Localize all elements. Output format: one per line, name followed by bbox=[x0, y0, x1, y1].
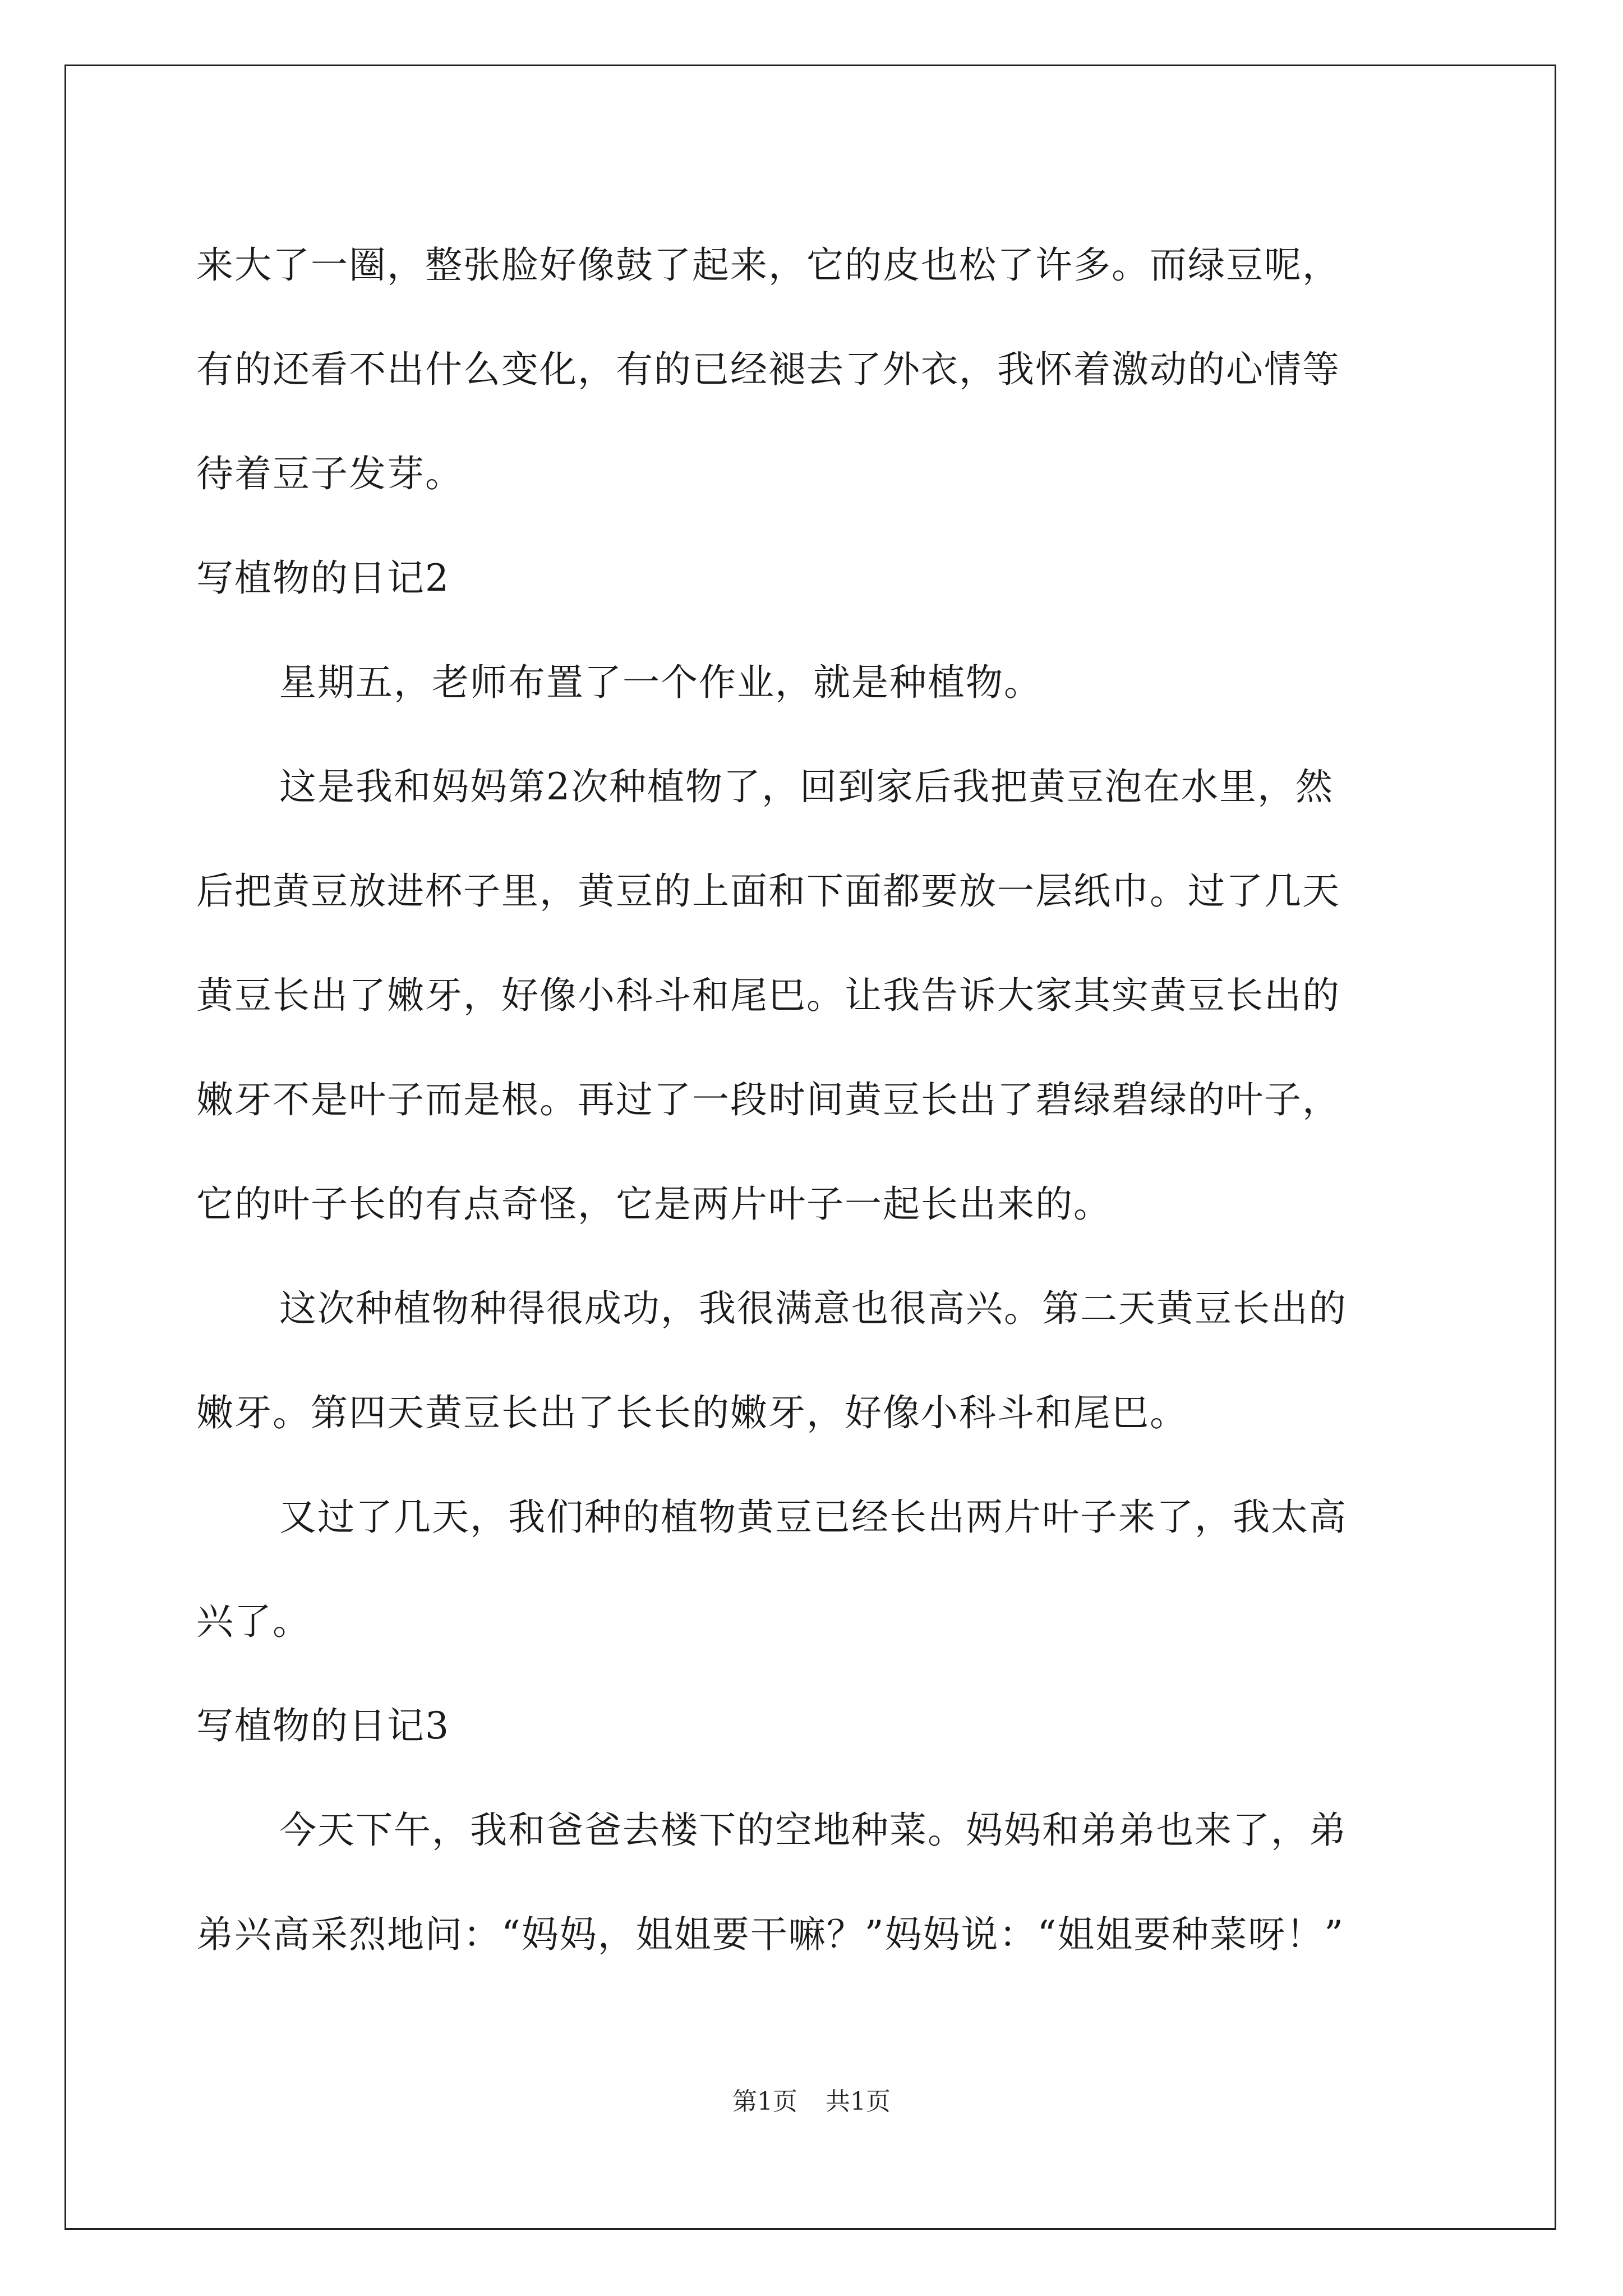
text-line: 弟兴高采烈地问：“妈妈，姐姐要干嘛？”妈妈说：“姐姐要种菜呀！” bbox=[196, 1913, 1344, 1956]
text-line: 又过了几天，我们种的植物黄豆已经长出两片叶子来了，我太高 bbox=[279, 1496, 1347, 1539]
text-line: 嫩牙不是叶子而是根。再过了一段时间黄豆长出了碧绿碧绿的叶子， bbox=[196, 1078, 1340, 1121]
text-line: 兴了。 bbox=[196, 1600, 311, 1643]
text-line: 写植物的日记3 bbox=[196, 1704, 450, 1747]
text-line: 后把黄豆放进杯子里，黄豆的上面和下面都要放一层纸巾。过了几天 bbox=[196, 869, 1340, 913]
text-line: 它的叶子长的有点奇怪，它是两片叶子一起长出来的。 bbox=[196, 1182, 1112, 1226]
document-body bbox=[196, 213, 1430, 1987]
text-line: 今天下午，我和爸爸去楼下的空地种菜。妈妈和弟弟也来了，弟 bbox=[279, 1809, 1347, 1852]
page-number: 第1页 bbox=[732, 2087, 797, 2116]
text-line: 嫩牙。第四天黄豆长出了长长的嫩牙，好像小科斗和尾巴。 bbox=[196, 1391, 1188, 1434]
text-line: 黄豆长出了嫩牙，好像小科斗和尾巴。让我告诉大家其实黄豆长出的 bbox=[196, 974, 1340, 1017]
page-footer bbox=[0, 2081, 1623, 2117]
text-line: 星期五，老师布置了一个作业，就是种植物。 bbox=[279, 661, 1042, 704]
text-line: 这次种植物种得很成功，我很满意也很高兴。第二天黄豆长出的 bbox=[279, 1287, 1347, 1330]
text-line: 来大了一圈，整张脸好像鼓了起来，它的皮也松了许多。而绿豆呢， bbox=[196, 243, 1340, 287]
text-line: 这是我和妈妈第2次种植物了，回到家后我把黄豆泡在水里，然 bbox=[279, 765, 1334, 808]
page-total: 共1页 bbox=[826, 2087, 891, 2116]
text-line: 写植物的日记2 bbox=[196, 556, 450, 600]
text-line: 待着豆子发芽。 bbox=[196, 452, 463, 495]
text-line: 有的还看不出什么变化，有的已经褪去了外衣，我怀着激动的心情等 bbox=[196, 348, 1340, 391]
